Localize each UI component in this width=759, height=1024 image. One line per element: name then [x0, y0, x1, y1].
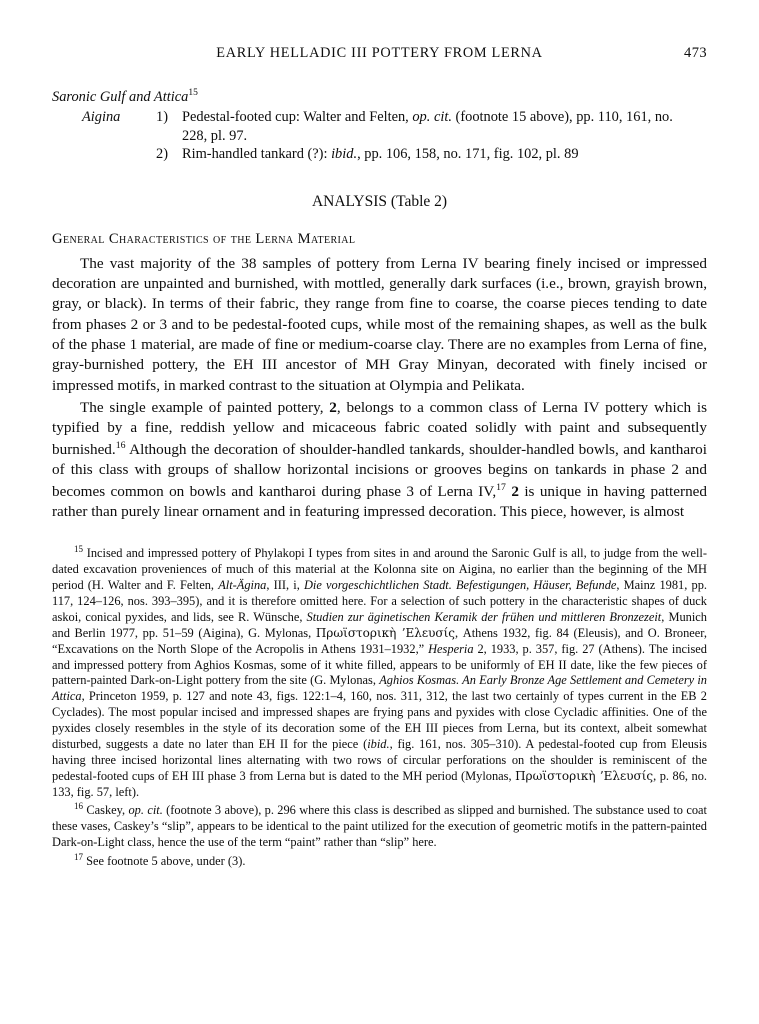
catalog-heading-footnote-ref: 15 [188, 88, 198, 99]
catalog-item-italic: ibid. [331, 146, 358, 163]
footnote-ref-16: 16 [115, 439, 126, 451]
footnote-body: Caskey, op. cit. (footnote 3 above), p. 296 where this class is described as slipped and burnished. The substance used to coat these vases, Caskey’s “slip”, appears to be identical to the paint utilized for the execution of geometric motifs in the pattern-painted Dark-on-Light class, hence the use of the term “paint” rather than “slip” here. [52, 803, 707, 850]
page-number: 473 [684, 45, 707, 61]
page-content [52, 45, 707, 871]
footnote [52, 852, 707, 870]
catalog-item-italic: op. cit. [412, 109, 452, 126]
footnote-marker: 17 [74, 852, 83, 863]
body-paragraph-1: The vast majority of the 38 samples of pottery from Lerna IV bearing finely incised or impressed decoration are unpainted and burnished, with mottled, generally dark surfaces (i.e., brown, grayish brown, gray, or black). In terms of their fabric, they range from fine to coarse, the coarse pieces tending to date from phases 2 or 3 and to be pedestal-footed cups, while most of the remaining shapes, as well as the bulk of the phase 1 material, are made of fine or medium-coarse clay. There are no examples from Lerna of fine, gray-burnished pottery, the EH III ancestor of MH Gray Minyan, decorated with finely incised or impressed motifs, in marked contrast to the situation at Olympia and Pelikata. [52, 254, 707, 394]
list-item [156, 108, 707, 126]
catalog-row [82, 108, 707, 164]
catalog-item-text [182, 145, 707, 163]
catalog-item-text-after: (footnote 15 above), pp. 110, 161, no. [451, 109, 673, 126]
para2-seg-d: is unique in having patterned rather than purely linear ornament and in featuring impressed decoration. This piece, however, is almost [52, 482, 708, 520]
footnote [52, 544, 707, 800]
footnote-body: See footnote 5 above, under (3). [86, 854, 246, 869]
list-item [156, 145, 707, 163]
subsection-heading: General Characteristics of the Lerna Material [52, 230, 356, 247]
catalog-item-text-before: Rim-handled tankard (?): [182, 146, 332, 163]
para2-bold-sample-2: 2 [511, 482, 519, 500]
catalog-item-text [182, 108, 707, 126]
footnote-marker: 16 [74, 801, 83, 812]
para2-seg-a: The single example of painted pottery, [80, 399, 330, 417]
catalog-heading [52, 88, 707, 106]
footnotes-section [52, 544, 707, 870]
catalog-item-number: 1) [156, 109, 168, 126]
catalog-item-text-after: , pp. 106, 158, no. 171, fig. 102, pl. 89 [357, 146, 579, 163]
catalog-block [52, 88, 707, 165]
para2-seg-c: Although the decoration of shoulder-handled tankards, shoulder-handled bowls, and kantharoi of this class with groups of shallow horizontal incisions or grooves begins on tankards in phase 2 and becomes common on bowls and kantharoi during phase 3 of Lerna IV, [52, 440, 707, 500]
catalog-heading-label: Saronic Gulf and Attica [52, 89, 189, 105]
footnote [52, 801, 707, 851]
catalog-items [156, 108, 707, 164]
footnote-marker: 15 [74, 544, 83, 555]
catalog-item-text-before: Pedestal-footed cup: Walter and Felten, [182, 109, 413, 126]
para2-bold-sample-1: 2 [329, 399, 337, 417]
footnote-body: Incised and impressed pottery of Phylakopi I types from sites in and around the Saronic Gulf is all, to judge from the well-dated excavation proveniences of much of this material at the Kolonna site on Aigina, no earlier than the beginning of the MH period (H. Walter and F. Felten, Alt-Ägina, III, i, Die vorgeschichtlichen Stadt. Befestigungen, Häuser, Befunde, Mainz 1981, pp. 117, 124–126, nos. 393–395), and it is therefore omitted here. For a selection of such pottery in the characteristic shapes of duck askoi, conical pyxides, and lids, see R. Wünsche, Studien zur äginetischen Keramik der frühen und mittleren Bronzezeit, Munich and Berlin 1977, pp. 51–59 (Aigina), G. Mylonas, Πρωϊστορικὴ ’Ελευσίς, Athens 1932, fig. 84 (Eleusis), and O. Broneer, “Excavations on the North Slope of the Acropolis in Athens 1931–1932,” Hesperia 2, 1933, p. 357, fig. 27 (Athens). The incised and impressed pottery from Aghios Kosmas, some of it white filled, appears to be uniformly of EH II date, like the few pieces of pattern-painted Dark-on-Light pottery from the site (G. Mylonas, Aghios Kosmas. An Early Bronze Age Settlement and Cemetery in Attica, Princeton 1959, p. 127 and note 43, figs. 122:1–4, 160, nos. 311, 312, the last two certainly of types current in the EB 2 Cyclades). The most popular incised and impressed shapes are frying pans and pyxides with close Cycladic affinities. One of the pyxides closely resembles in the style of its decoration some of the EH III pieces from Lerna, but its context, albeit somewhat disturbed, suggests a date no later than EH II for the piece (ibid., fig. 161, nos. 305–310). A pedestal-footed cup from Eleusis having three incised horizontal lines alternating with two rows of circular perforations on the shoulder is reminiscent of the pedestal-footed cups of EH III phase 3 from Lerna but is dated to the MH period (Mylonas, Πρωϊστορικὴ ’Ελευσίς, p. 86, no. 133, fig. 57, left). [52, 546, 708, 799]
catalog-item-continuation: 228, pl. 97. [182, 128, 248, 145]
footnote-ref-17: 17 [496, 481, 506, 493]
catalog-site-name: Aigina [82, 109, 121, 126]
page-title: EARLY HELLADIC III POTTERY FROM LERNA [216, 45, 543, 61]
para2-seg-b: , belongs to a common class of Lerna IV pottery which is typified by a fine, reddish yellow and micaceous fabric coated solidly with paint and subsequently burnished. [52, 399, 707, 458]
catalog-item-number: 2) [156, 146, 168, 163]
body-paragraph-2 [52, 398, 707, 522]
running-head [52, 45, 707, 62]
section-title: ANALYSIS (Table 2) [311, 192, 448, 210]
